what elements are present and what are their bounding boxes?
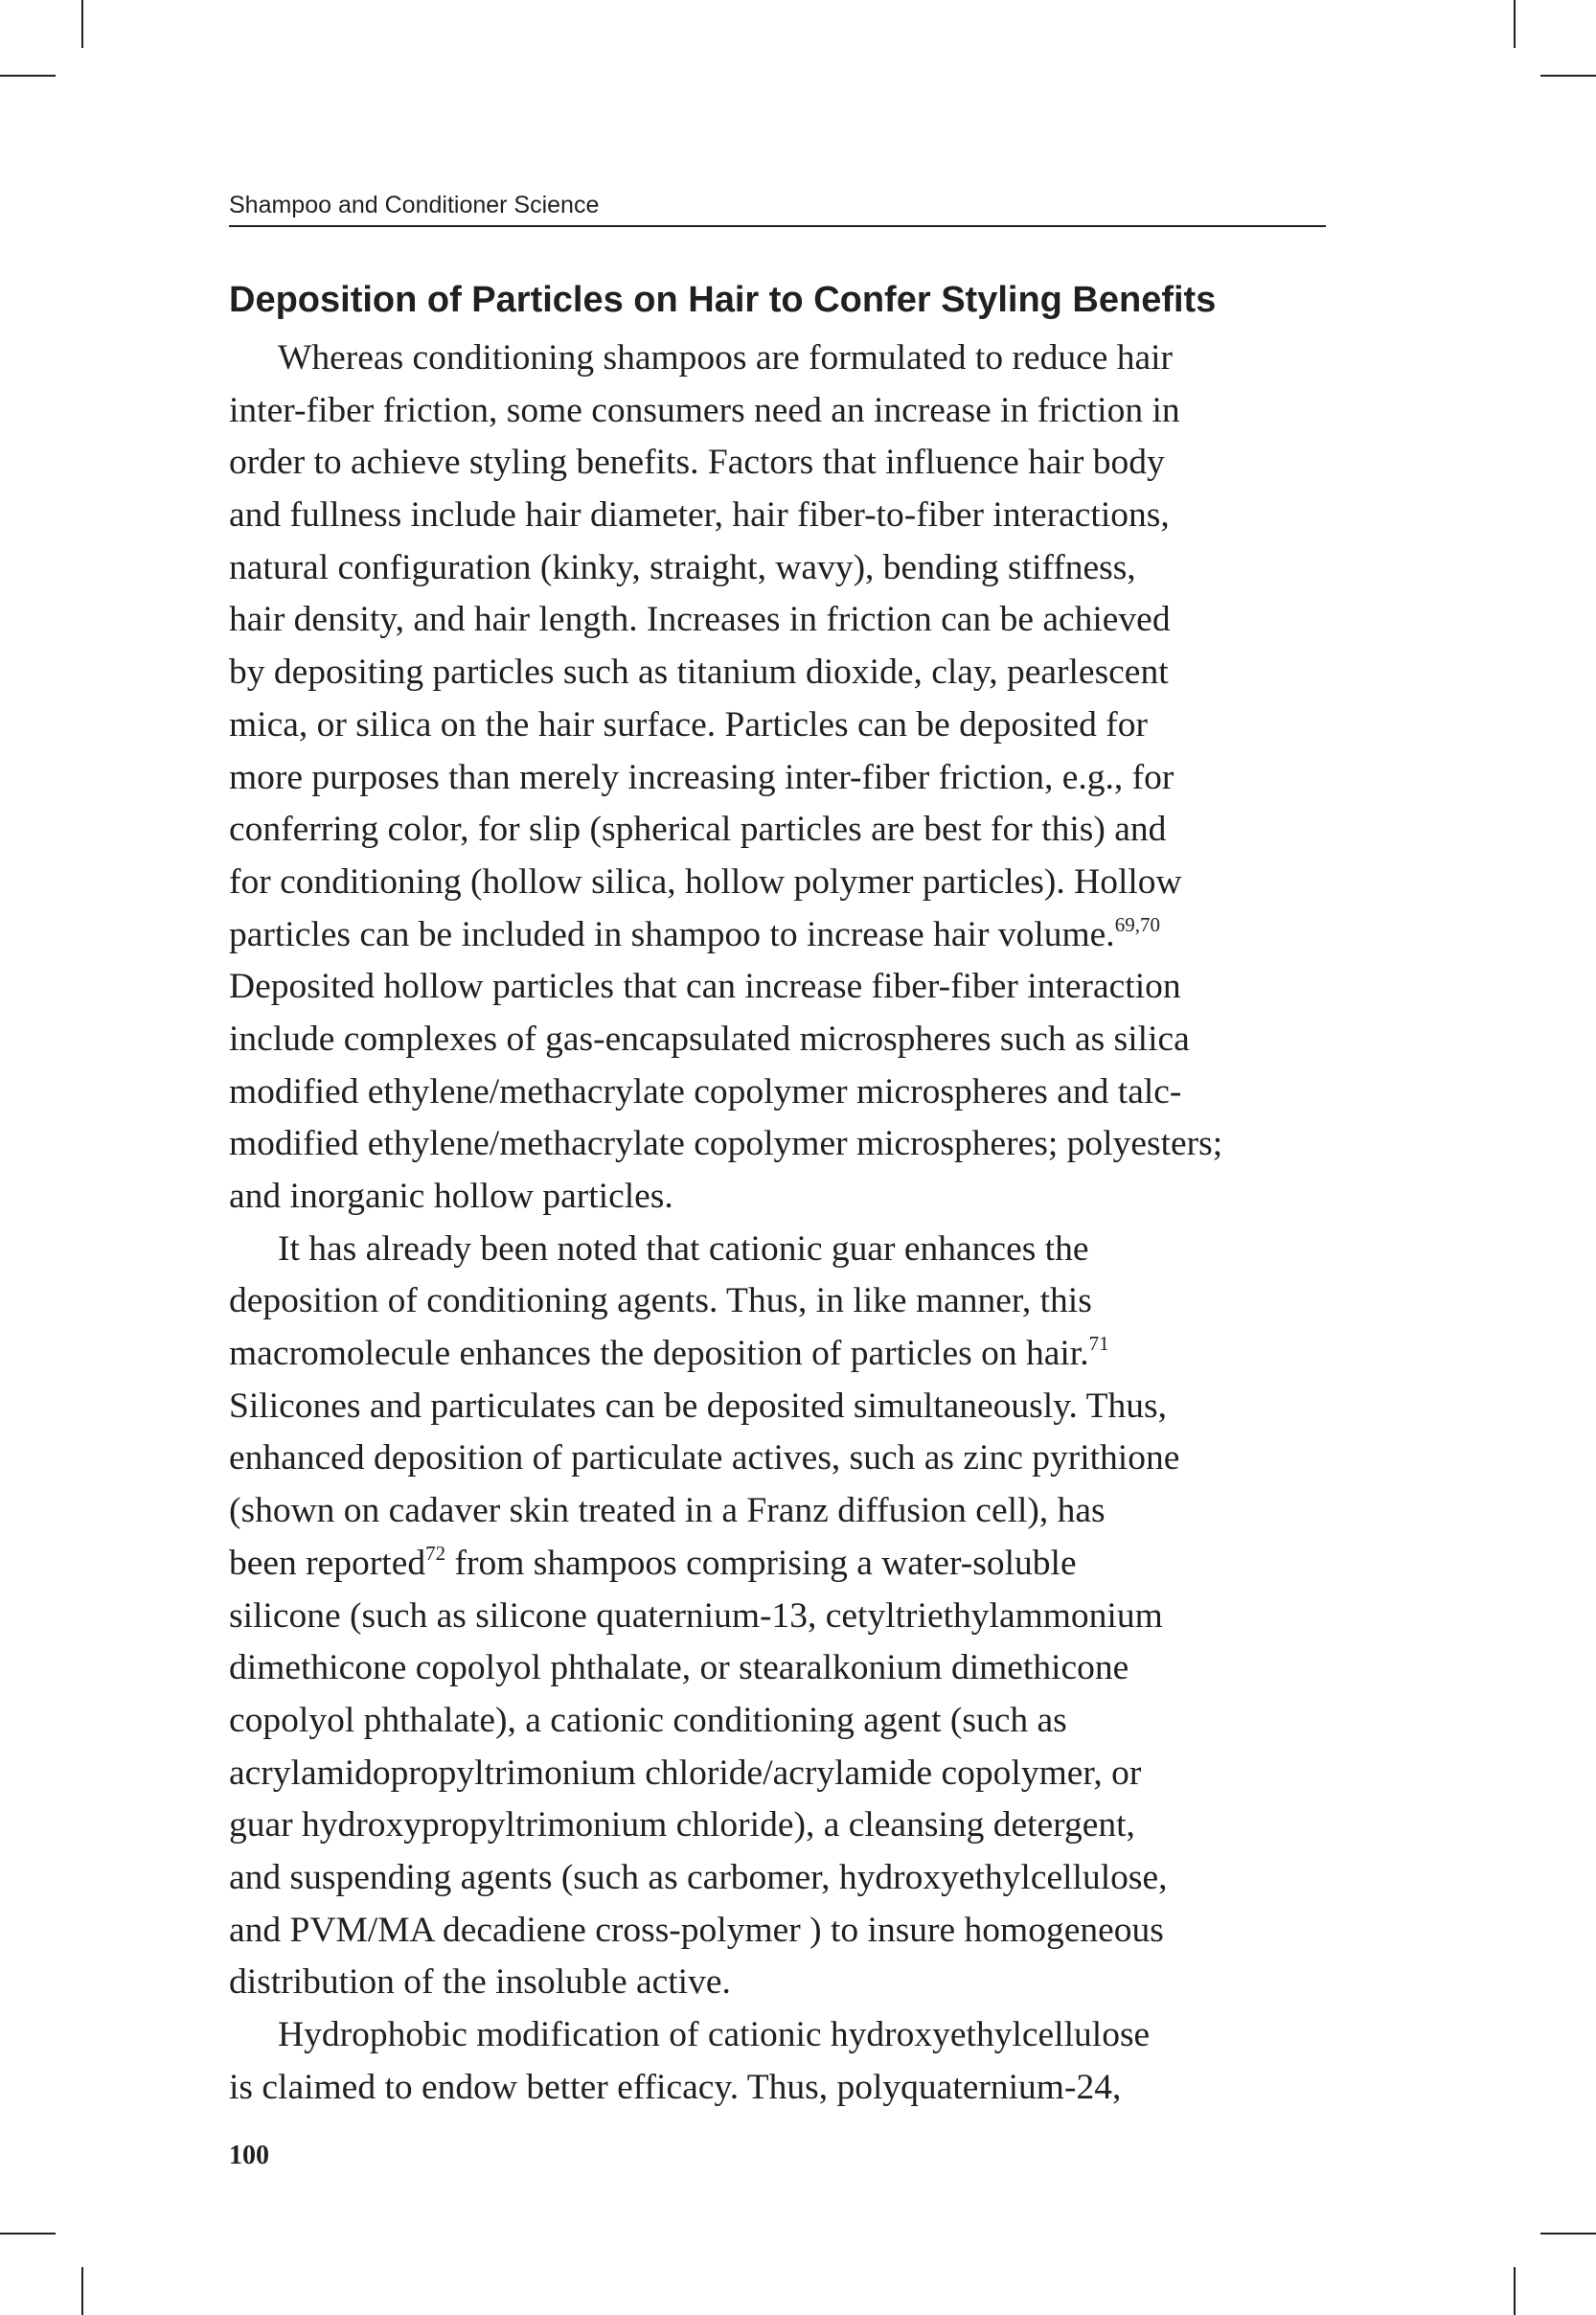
text-line <box>229 909 1350 962</box>
line-text: been reported <box>229 1543 426 1583</box>
text-line <box>229 1905 1350 1958</box>
text-line <box>229 594 1350 647</box>
crop-mark <box>1540 2233 1596 2235</box>
text-line <box>229 1275 1350 1328</box>
line-text: inter-fiber friction, some consumers need an increase in friction in <box>229 390 1180 430</box>
text-line <box>229 752 1350 805</box>
line-text: macromolecule enhances the deposition of particles on hair. <box>229 1334 1089 1374</box>
text-line <box>229 437 1350 490</box>
line-text: for conditioning (hollow silica, hollow polymer particles). Hollow <box>229 861 1182 902</box>
line-text: mica, or silica on the hair surface. Particles can be deposited for <box>229 704 1148 745</box>
text-line <box>229 699 1350 752</box>
text-line <box>229 1381 1350 1433</box>
line-text: silicone (such as silicone quaternium-13, cetyltriethylammonium <box>229 1595 1163 1636</box>
line-text: more purposes than merely increasing inter-fiber friction, e.g., for <box>229 757 1174 797</box>
page-number: 100 <box>229 2141 269 2170</box>
text-line <box>229 1799 1350 1852</box>
text-line <box>229 1852 1350 1905</box>
line-text: (shown on cadaver skin treated in a Franz diffusion cell), has <box>229 1491 1106 1531</box>
crop-mark <box>1540 75 1596 77</box>
line-text: particles can be included in shampoo to increase hair volume. <box>229 914 1115 954</box>
text-line <box>229 542 1350 595</box>
line-text: dimethicone copolyol phthalate, or stearalkonium dimethicone <box>229 1648 1129 1688</box>
line-text: Whereas conditioning shampoos are formulated to reduce hair <box>278 338 1174 378</box>
line-text: and PVM/MA decadiene cross-polymer ) to insure homogeneous <box>229 1910 1164 1950</box>
reference-superscript: 69,70 <box>1114 912 1160 936</box>
line-text: It has already been noted that cationic guar enhances the <box>278 1228 1089 1269</box>
text-line <box>229 804 1350 857</box>
text-line <box>229 490 1350 542</box>
text-line <box>229 1695 1350 1748</box>
line-text: Hydrophobic modification of cationic hydroxyethylcellulose <box>278 2015 1151 2054</box>
text-line <box>229 385 1350 438</box>
text-line <box>229 1433 1350 1485</box>
line-text: natural configuration (kinky, straight, wavy), bending stiffness, <box>229 547 1136 587</box>
line-text: is claimed to endow better efficacy. Thus, polyquaternium-24, <box>229 2067 1122 2107</box>
line-text: order to achieve styling benefits. Factors that influence hair body <box>229 443 1165 483</box>
text-line <box>229 961 1350 1014</box>
text-line <box>229 1066 1350 1119</box>
line-text: Deposited hollow particles that can increase fiber-fiber interaction <box>229 967 1181 1007</box>
running-head: Shampoo and Conditioner Science <box>229 188 1326 227</box>
text-line <box>229 332 1350 385</box>
line-text: distribution of the insoluble active. <box>229 1962 731 2003</box>
line-text: hair density, and hair length. Increases in friction can be achieved <box>229 600 1171 640</box>
line-text: deposition of conditioning agents. Thus, in like manner, this <box>229 1281 1092 1321</box>
line-text: and suspending agents (such as carbomer, hydroxyethylcellulose, <box>229 1857 1168 1897</box>
text-line <box>229 1118 1350 1171</box>
reference-superscript: 71 <box>1088 1332 1109 1356</box>
crop-mark <box>0 75 56 77</box>
line-text: enhanced deposition of particulate actives, such as zinc pyrithione <box>229 1438 1180 1478</box>
text-line <box>229 1014 1350 1066</box>
line-text: Silicones and particulates can be deposited simultaneously. Thus, <box>229 1386 1167 1426</box>
line-text: and fullness include hair diameter, hair fiber-to-fiber interactions, <box>229 495 1170 536</box>
text-line <box>229 1485 1350 1538</box>
line-text-continued: from shampoos comprising a water-soluble <box>445 1543 1077 1583</box>
text-line <box>229 2062 1350 2115</box>
line-text: copolyol phthalate), a cationic conditioning agent (such as <box>229 1700 1067 1740</box>
text-line <box>229 1171 1350 1224</box>
reference-superscript: 72 <box>425 1541 446 1565</box>
text-line <box>229 1748 1350 1800</box>
text-line <box>229 1538 1350 1591</box>
text-line <box>229 1224 1350 1276</box>
text-line <box>229 1591 1350 1643</box>
text-line <box>229 1642 1350 1695</box>
line-text: conferring color, for slip (spherical particles are best for this) and <box>229 810 1167 850</box>
crop-mark <box>81 2267 83 2315</box>
line-text: and inorganic hollow particles. <box>229 1177 673 1216</box>
text-line <box>229 2009 1350 2062</box>
text-line <box>229 1328 1350 1381</box>
crop-mark <box>1514 2267 1516 2315</box>
line-text: by depositing particles such as titanium dioxide, clay, pearlescent <box>229 653 1169 693</box>
line-text: modified ethylene/methacrylate copolymer microspheres; polyesters; <box>229 1124 1223 1164</box>
crop-mark <box>81 0 83 48</box>
text-line <box>229 857 1350 909</box>
line-text: guar hydroxypropyltrimonium chloride), a cleansing detergent, <box>229 1805 1135 1845</box>
crop-mark <box>1514 0 1516 48</box>
text-line <box>229 647 1350 699</box>
crop-mark <box>0 2233 56 2235</box>
line-text: include complexes of gas-encapsulated microspheres such as silica <box>229 1019 1190 1059</box>
line-text: modified ethylene/methacrylate copolymer microspheres and talc- <box>229 1071 1182 1112</box>
section-heading: Deposition of Particles on Hair to Confer Styling Benefits <box>229 280 1217 320</box>
body-text <box>229 332 1350 2114</box>
line-text: acrylamidopropyltrimonium chloride/acrylamide copolymer, or <box>229 1753 1142 1793</box>
text-line <box>229 1957 1350 2009</box>
